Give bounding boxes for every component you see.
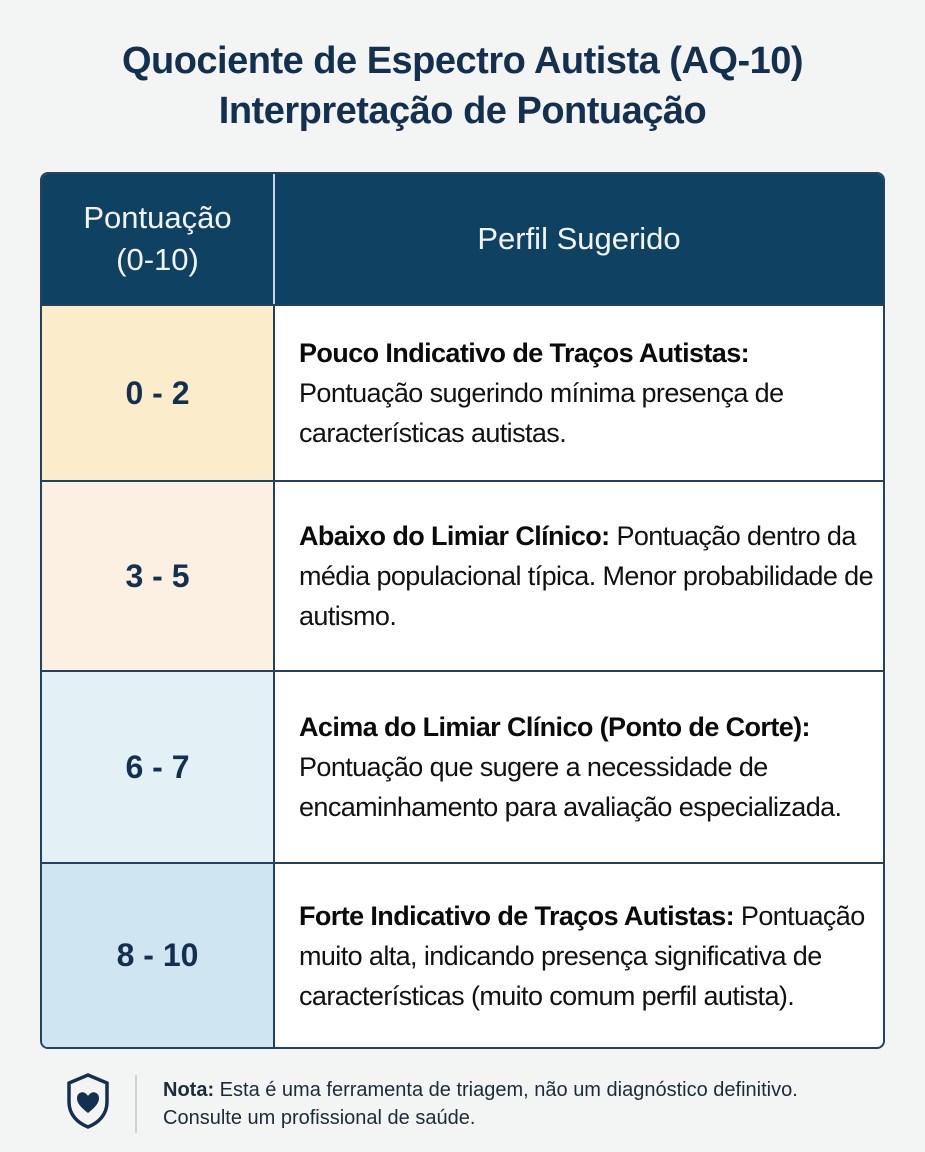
profile-label: Forte Indicativo de Traços Autistas:: [299, 900, 735, 931]
profile-description: Pontuação que sugere a necessidade de encaminhamento para avaliação especializada.: [299, 752, 842, 822]
score-cell: 0 - 2: [42, 306, 275, 480]
divider: [135, 1075, 137, 1133]
score-table: [40, 172, 885, 1049]
score-cell: 6 - 7: [42, 672, 275, 862]
score-cell: 3 - 5: [42, 482, 275, 670]
note-text: Esta é uma ferramenta de triagem, não um diagnóstico definitivo. Consulte um profissional de saúde.: [163, 1078, 798, 1129]
profile-label: Pouco Indicativo de Traços Autistas:: [299, 338, 750, 368]
score-cell: 8 - 10: [42, 864, 275, 1047]
profile-label: Acima do Limiar Clínico (Ponto de Corte):: [299, 712, 810, 742]
profile-description: Pontuação sugerindo mínima presença de características autistas.: [299, 378, 784, 448]
note-label: Nota:: [163, 1078, 215, 1101]
title-line-2: Interpretação de Pontuação: [218, 90, 707, 132]
profile-cell: [275, 306, 883, 480]
table-row: [42, 480, 883, 670]
title-line-1: Quociente de Espectro Autista (AQ-10): [121, 40, 804, 82]
profile-label: Abaixo do Limiar Clínico:: [299, 521, 610, 551]
table-row: [42, 670, 883, 862]
profile-cell: [275, 482, 883, 670]
profile-cell: [275, 864, 883, 1047]
header-score: [42, 174, 275, 304]
table-row: [42, 862, 883, 1047]
table-row: [42, 304, 883, 480]
footer-note: [65, 1072, 803, 1135]
header-score-label: Pontuação: [83, 200, 232, 235]
table-header: [42, 174, 883, 304]
header-profile: Perfil Sugerido: [477, 221, 681, 256]
profile-description: Pontuação muito alta, indicando presença significativa de características (muito comum perfil autista).: [299, 900, 865, 1011]
shield-heart-icon: [65, 1072, 111, 1135]
profile-description: Pontuação dentro da média populacional típica. Menor probabilidade de autismo.: [299, 521, 874, 631]
profile-cell: [275, 672, 883, 862]
page-title: [0, 36, 925, 136]
header-score-range: (0-10): [116, 242, 199, 277]
